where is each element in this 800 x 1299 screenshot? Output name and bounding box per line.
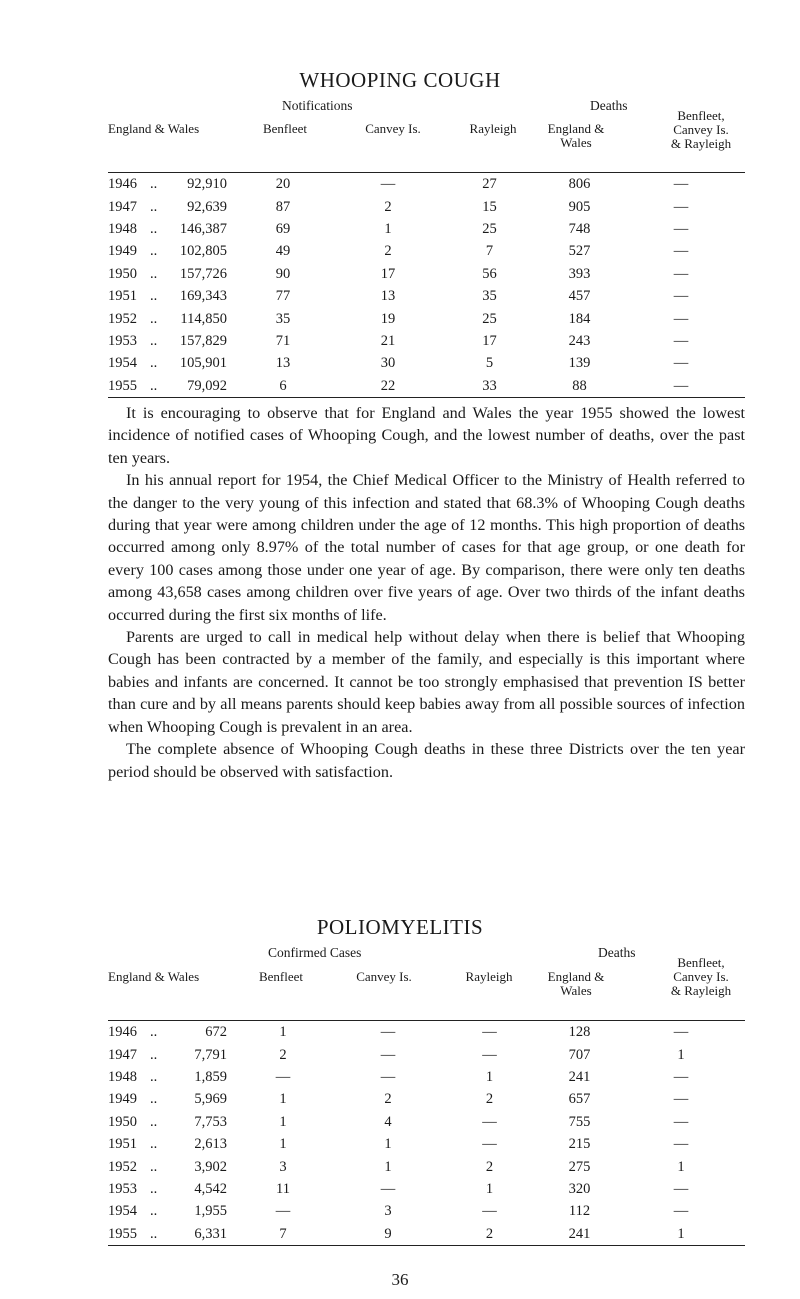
polio-table: [108, 1020, 745, 1246]
leader-dots: ..: [150, 198, 158, 215]
ew-deaths-cell: 393: [568, 265, 591, 282]
year-cell: 1950: [108, 1113, 137, 1130]
local-deaths-cell: —: [617, 1021, 745, 1044]
rayleigh-cell: 56: [482, 265, 497, 282]
local-deaths-cell: —: [617, 173, 745, 196]
leader-dots: ..: [150, 1021, 168, 1044]
leader-dots: ..: [150, 1068, 158, 1085]
table-row: [108, 1021, 745, 1044]
ew-deaths-cell: 657: [568, 1091, 591, 1108]
ew-deaths-cell: 128: [542, 1021, 617, 1044]
leader-dots: ..: [150, 265, 158, 282]
table-row: [108, 1111, 745, 1133]
whooping-col-deaths-ew: [536, 122, 616, 150]
whooping-col-ew: England & Wales: [108, 121, 200, 136]
polio-col-deaths-ew-line2: Wales: [560, 983, 592, 998]
leader-dots: ..: [150, 310, 158, 327]
table-row: [108, 173, 745, 196]
year-cell: 1949: [108, 1091, 137, 1108]
year-cell: 1949: [108, 243, 137, 260]
year-cell: 1947: [108, 1046, 137, 1063]
ew-cases-cell: 105,901: [179, 355, 227, 372]
ew-deaths-cell: 184: [568, 310, 591, 327]
ew-deaths-cell: 755: [568, 1113, 591, 1130]
benfleet-cell: 11: [276, 1180, 290, 1197]
year-cell: 1948: [108, 1068, 137, 1085]
leader-dots: ..: [150, 355, 158, 372]
paragraph: The complete absence of Whooping Cough deaths in these three Districts over the ten year period should be observed with satisfaction.: [108, 740, 745, 781]
rayleigh-cell: —: [482, 1136, 497, 1153]
table-row: [108, 1066, 745, 1088]
benfleet-cell: 1: [279, 1113, 287, 1130]
rayleigh-cell: —: [482, 1046, 497, 1063]
benfleet-cell: 49: [275, 243, 291, 260]
table-row: [108, 1178, 745, 1200]
ew-deaths-cell: 275: [568, 1158, 591, 1175]
local-deaths-cell: —: [673, 1091, 689, 1108]
canvey-cell: 1: [384, 1136, 392, 1153]
polio-col-deaths-bcr-line3: & Rayleigh: [670, 983, 732, 998]
benfleet-cell: 13: [275, 355, 291, 372]
ew-deaths-cell: 241: [568, 1068, 591, 1085]
local-deaths-cell: —: [673, 332, 689, 349]
table-row: [108, 375, 745, 398]
ew-cases-cell: 102,805: [179, 243, 227, 260]
benfleet-cell: 35: [275, 310, 291, 327]
local-deaths-cell: —: [673, 1068, 689, 1085]
table-row: [108, 1155, 745, 1177]
whooping-col-deaths-bcr-line2: Canvey Is.: [673, 122, 729, 137]
whooping-deaths-header: Deaths: [590, 98, 628, 113]
year-cell: 1948: [108, 220, 137, 237]
canvey-cell: —: [339, 173, 437, 196]
ew-deaths-cell: 748: [568, 220, 591, 237]
paragraph: Parents are urged to call in medical help without delay when there is belief that Whooping Cough has been contracted by a member of the family, and especially is this important where babies and infants are concerned. It cannot be too strongly emphasised that prevention IS better than cure and by all means parents should keep babies away from all possible sources of infection when Whooping Cough is prevalent in an area.: [108, 628, 745, 736]
ew-cases-cell: 79,092: [168, 375, 227, 398]
benfleet-cell: 20: [227, 173, 339, 196]
benfleet-cell: 6: [227, 375, 339, 398]
benfleet-cell: 77: [275, 288, 291, 305]
canvey-cell: 2: [384, 1091, 392, 1108]
polio-col-canvey: Canvey Is.: [356, 969, 412, 984]
canvey-cell: 19: [380, 310, 396, 327]
ew-cases-cell: 157,829: [179, 332, 227, 349]
local-deaths-cell: —: [673, 355, 689, 372]
whooping-title: WHOOPING COUGH: [299, 68, 501, 92]
whooping-col-deaths-bcr-line3: & Rayleigh: [670, 136, 732, 151]
ew-deaths-cell: 527: [568, 243, 591, 260]
ew-deaths-cell: 112: [568, 1203, 591, 1220]
canvey-cell: —: [339, 1021, 437, 1044]
ew-cases-cell: 5,969: [194, 1091, 227, 1108]
polio-title: POLIOMYELITIS: [316, 915, 484, 939]
polio-col-benfleet: Benfleet: [258, 969, 304, 984]
rayleigh-cell: 7: [485, 243, 494, 260]
ew-deaths-cell: 243: [568, 332, 591, 349]
ew-deaths-cell: 457: [568, 288, 591, 305]
year-cell: 1952: [108, 310, 137, 327]
benfleet-cell: 87: [275, 198, 291, 215]
rayleigh-cell: —: [482, 1113, 497, 1130]
local-deaths-cell: —: [673, 243, 689, 260]
polio-col-deaths-ew: [536, 970, 616, 998]
benfleet-cell: 1: [279, 1091, 287, 1108]
ew-deaths-cell: 215: [568, 1136, 591, 1153]
rayleigh-cell: 1: [485, 1068, 494, 1085]
ew-deaths-cell: 905: [568, 198, 591, 215]
table-row: [108, 240, 745, 262]
ew-deaths-cell: 320: [568, 1180, 591, 1197]
leader-dots: ..: [150, 1223, 168, 1246]
local-deaths-cell: —: [673, 288, 689, 305]
leader-dots: ..: [150, 1046, 158, 1063]
canvey-cell: 1: [384, 1158, 392, 1175]
local-deaths-cell: —: [617, 375, 745, 398]
canvey-cell: 17: [380, 265, 396, 282]
polio-col-deaths-bcr-line2: Canvey Is.: [673, 969, 729, 984]
local-deaths-cell: —: [673, 198, 689, 215]
leader-dots: ..: [150, 243, 158, 260]
table-row: [108, 1088, 745, 1110]
whooping-col-rayleigh: Rayleigh: [469, 121, 517, 136]
local-deaths-cell: 1: [677, 1158, 685, 1175]
year-cell: 1951: [108, 288, 137, 305]
rayleigh-cell: 27: [437, 173, 542, 196]
canvey-cell: 30: [380, 355, 396, 372]
rayleigh-cell: 2: [437, 1223, 542, 1246]
ew-cases-cell: 7,753: [194, 1113, 227, 1130]
table-row: [108, 307, 745, 329]
local-deaths-cell: —: [673, 1113, 689, 1130]
table-row: [108, 195, 745, 217]
canvey-cell: —: [380, 1068, 396, 1085]
ew-cases-cell: 157,726: [179, 265, 227, 282]
year-cell: 1952: [108, 1158, 137, 1175]
year-cell: 1951: [108, 1136, 137, 1153]
whooping-col-canvey: Canvey Is.: [365, 121, 421, 136]
leader-dots: ..: [150, 1180, 158, 1197]
year-cell: 1954: [108, 1203, 137, 1220]
ew-cases-cell: 672: [168, 1021, 227, 1044]
year-cell: 1953: [108, 332, 137, 349]
table-row: [108, 263, 745, 285]
whooping-col-deaths-bcr: [656, 109, 746, 151]
paragraph: In his annual report for 1954, the Chief Medical Officer to the Ministry of Health referred to the danger to the very young of this infection and stated that 68.3% of Whooping Cough deaths during that year were among children under the age of 12 months. This high proportion of deaths occurred among only 8.97% of the total number of cases for that age group, or one death for every 100 cases among those under one year of age. By comparison, there were only ten deaths among 43,658 cases among children over five years of age. Over two thirds of the infant deaths occurred during the first six months of life.: [108, 471, 745, 624]
leader-dots: ..: [150, 1113, 158, 1130]
rayleigh-cell: 17: [482, 332, 497, 349]
rayleigh-cell: —: [437, 1021, 542, 1044]
benfleet-cell: 69: [275, 220, 291, 237]
benfleet-cell: 2: [279, 1046, 287, 1063]
ew-deaths-cell: 88: [542, 375, 617, 398]
ew-deaths-cell: 139: [568, 355, 591, 372]
rayleigh-cell: 33: [437, 375, 542, 398]
rayleigh-cell: 15: [482, 198, 497, 215]
polio-confirmed-header: Confirmed Cases: [268, 945, 362, 960]
ew-cases-cell: 4,542: [194, 1180, 227, 1197]
benfleet-cell: 90: [275, 265, 291, 282]
canvey-cell: 9: [339, 1223, 437, 1246]
paragraph: It is encouraging to observe that for England and Wales the year 1955 showed the lowest incidence of notified cases of Whooping Cough, and the lowest number of deaths, over the past ten years.: [108, 404, 745, 467]
local-deaths-cell: 1: [677, 1046, 685, 1063]
whooping-col-deaths-ew-line2: Wales: [560, 135, 592, 150]
ew-deaths-cell: 806: [542, 173, 617, 196]
whooping-table: [108, 172, 745, 398]
whooping-col-deaths-bcr-line1: Benfleet,: [677, 108, 725, 123]
polio-col-rayleigh: Rayleigh: [465, 969, 513, 984]
leader-dots: ..: [150, 173, 168, 196]
canvey-cell: 2: [384, 243, 392, 260]
ew-cases-cell: 1,859: [194, 1068, 227, 1085]
rayleigh-cell: 2: [485, 1091, 494, 1108]
ew-cases-cell: 114,850: [180, 310, 227, 327]
leader-dots: ..: [150, 332, 158, 349]
canvey-cell: 21: [380, 332, 396, 349]
leader-dots: ..: [150, 1203, 158, 1220]
canvey-cell: 22: [339, 375, 437, 398]
benfleet-cell: —: [275, 1068, 291, 1085]
leader-dots: ..: [150, 375, 168, 398]
ew-deaths-cell: 707: [568, 1046, 591, 1063]
year-cell: 1955: [108, 1223, 150, 1246]
year-cell: 1947: [108, 198, 137, 215]
rayleigh-cell: —: [482, 1203, 497, 1220]
year-cell: 1955: [108, 375, 150, 398]
local-deaths-cell: 1: [617, 1223, 745, 1246]
local-deaths-cell: —: [673, 1136, 689, 1153]
ew-cases-cell: 92,639: [187, 198, 227, 215]
canvey-cell: 13: [380, 288, 396, 305]
benfleet-cell: 71: [275, 332, 291, 349]
table-row: [108, 1133, 745, 1155]
rayleigh-cell: 1: [485, 1180, 494, 1197]
ew-deaths-cell: 241: [542, 1223, 617, 1246]
commentary: [108, 402, 745, 783]
ew-cases-cell: 146,387: [179, 220, 227, 237]
canvey-cell: —: [380, 1180, 396, 1197]
whooping-notifications-header: Notifications: [282, 98, 353, 113]
ew-cases-cell: 2,613: [194, 1136, 227, 1153]
table-row: [108, 352, 745, 374]
canvey-cell: 1: [384, 220, 392, 237]
table-row: [108, 1223, 745, 1246]
benfleet-cell: —: [275, 1203, 291, 1220]
year-cell: 1950: [108, 265, 137, 282]
canvey-cell: —: [380, 1046, 396, 1063]
polio-col-deaths-bcr-line1: Benfleet,: [677, 955, 725, 970]
rayleigh-cell: 2: [485, 1158, 494, 1175]
leader-dots: ..: [150, 1136, 158, 1153]
polio-col-deaths-bcr: [656, 956, 746, 998]
ew-cases-cell: 169,343: [179, 288, 227, 305]
rayleigh-cell: 5: [485, 355, 494, 372]
year-cell: 1954: [108, 355, 137, 372]
table-row: [108, 285, 745, 307]
whooping-col-deaths-ew-line1: England &: [547, 121, 605, 136]
ew-cases-cell: 7,791: [194, 1046, 227, 1063]
ew-cases-cell: 6,331: [168, 1223, 227, 1246]
benfleet-cell: 1: [279, 1136, 287, 1153]
local-deaths-cell: —: [673, 310, 689, 327]
leader-dots: ..: [150, 288, 158, 305]
benfleet-cell: 1: [227, 1021, 339, 1044]
table-row: [108, 1200, 745, 1222]
rayleigh-cell: 25: [482, 220, 497, 237]
table-row: [108, 1043, 745, 1065]
whooping-col-benfleet: Benfleet: [262, 121, 308, 136]
year-cell: 1953: [108, 1180, 137, 1197]
leader-dots: ..: [150, 220, 158, 237]
rayleigh-cell: 25: [482, 310, 497, 327]
benfleet-cell: 7: [227, 1223, 339, 1246]
ew-cases-cell: 92,910: [168, 173, 227, 196]
page-number: 36: [391, 1270, 409, 1289]
ew-cases-cell: 3,902: [194, 1158, 227, 1175]
polio-col-ew: England & Wales: [108, 969, 200, 984]
year-cell: 1946: [108, 173, 150, 196]
local-deaths-cell: —: [673, 1180, 689, 1197]
table-row: [108, 218, 745, 240]
local-deaths-cell: —: [673, 1203, 689, 1220]
leader-dots: ..: [150, 1158, 158, 1175]
ew-cases-cell: 1,955: [194, 1203, 227, 1220]
benfleet-cell: 3: [279, 1158, 287, 1175]
rayleigh-cell: 35: [482, 288, 497, 305]
canvey-cell: 4: [384, 1113, 392, 1130]
leader-dots: ..: [150, 1091, 158, 1108]
canvey-cell: 3: [384, 1203, 392, 1220]
local-deaths-cell: —: [673, 220, 689, 237]
table-row: [108, 330, 745, 352]
canvey-cell: 2: [384, 198, 392, 215]
polio-deaths-header: Deaths: [598, 945, 636, 960]
local-deaths-cell: —: [673, 265, 689, 282]
polio-col-deaths-ew-line1: England &: [547, 969, 605, 984]
year-cell: 1946: [108, 1021, 150, 1044]
